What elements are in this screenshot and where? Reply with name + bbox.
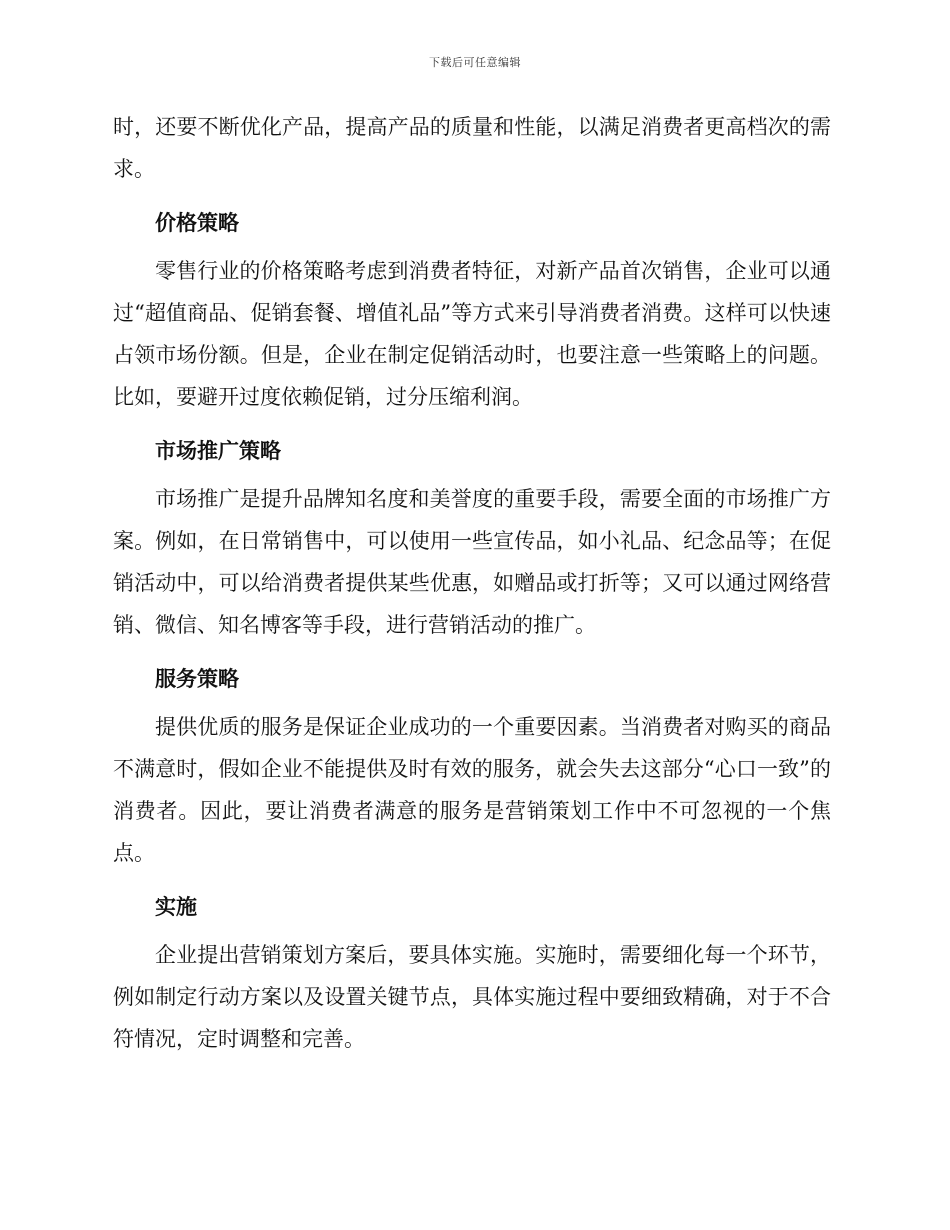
price-strategy-paragraph: 零售行业的价格策略考虑到消费者特征，对新产品首次销售，企业可以通过“超值商品、促销套餐、增值礼品”等方式来引导消费者消费。这样可以快速占领市场份额。但是，企业在制定促销活动时，也要注意一些策略上的问题。比如，要避开过度依赖促销，过分压缩利润。 [113,259,831,409]
heading-implementation: 实施 [155,895,197,919]
document-body [113,106,831,1060]
heading-service-strategy: 服务策略 [155,667,239,691]
heading-price-strategy: 价格策略 [155,211,239,235]
header-note: 下载后可任意编辑 [429,56,521,69]
intro-paragraph: 时，还要不断优化产品，提高产品的质量和性能，以满足消费者更高档次的需求。 [113,115,831,181]
heading-market-promotion: 市场推广策略 [155,439,281,463]
service-strategy-paragraph: 提供优质的服务是保证企业成功的一个重要因素。当消费者对购买的商品不满意时，假如企业不能提供及时有效的服务，就会失去这部分“心口一致”的消费者。因此，要让消费者满意的服务是营销策划工作中不可忽视的一个焦点。 [113,715,831,865]
market-promotion-paragraph: 市场推广是提升品牌知名度和美誉度的重要手段，需要全面的市场推广方案。例如，在日常销售中，可以使用一些宣传品，如小礼品、纪念品等；在促销活动中，可以给消费者提供某些优惠，如赠品或打折等；又可以通过网络营销、微信、知名博客等手段，进行营销活动的推广。 [113,487,831,637]
implementation-paragraph: 企业提出营销策划方案后，要具体实施。实施时，需要细化每一个环节，例如制定行动方案以及设置关键节点，具体实施过程中要细致精确，对于不合符情况，定时调整和完善。 [113,943,831,1051]
